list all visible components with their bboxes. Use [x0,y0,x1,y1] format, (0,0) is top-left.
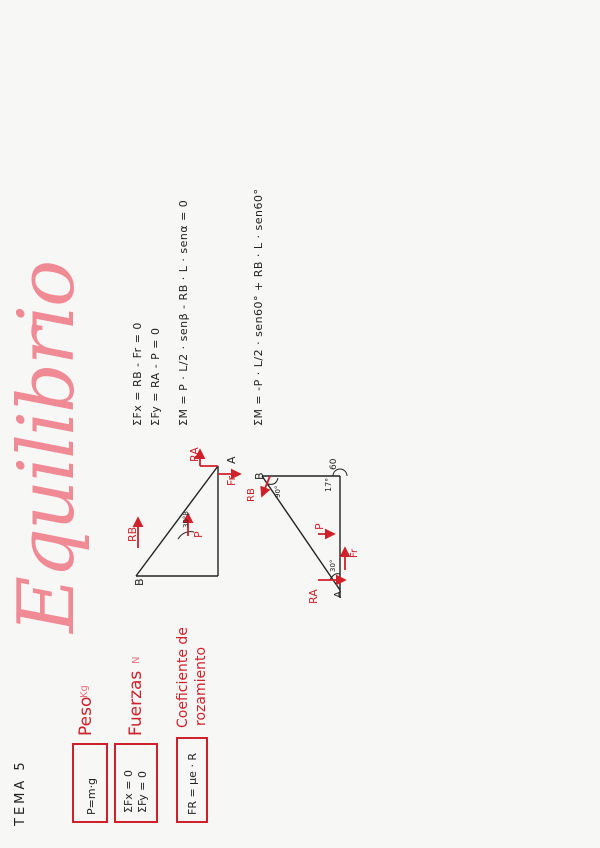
fuerzas-unit: N [131,656,142,664]
diagram2-label-ra: RA [307,589,320,604]
diagram2-angle-90: 90° [274,485,282,498]
diagram1-label-a: A [225,456,238,464]
coeficiente-term: Coeficiente de [175,627,191,728]
moment-equation-1: ΣM = P · L/2 · senβ - RB · L · senα = 0 [177,199,190,426]
diagram1-angle: 30°β [182,511,190,528]
sum-fx-formula: ΣFx = 0 [122,770,135,813]
diagram2-label-fr: Fr [349,548,360,558]
diagram2-angle-60: 60 [329,458,339,470]
peso-formula: P=m·g [85,777,98,815]
rozamiento-term: rozamiento [193,646,209,726]
diagram2-angle-17: 17° [324,477,333,492]
peso-unit: Kg [79,685,90,698]
diagram2-label-b: B [253,472,266,480]
page-title: Equilibrio [2,261,92,633]
moment-equation-2: ΣM = -P · L/2 · sen60° + RB · L · sen60° [252,188,265,426]
diagram2-label-rb: RB [246,488,257,502]
fuerzas-term: Fuerzas [126,670,146,736]
diagram1-label-b: B [133,578,146,586]
diagram1-label-ra: RA [188,447,201,462]
ladder-1 [136,466,218,576]
sum-fy-formula: ΣFy = 0 [136,771,149,813]
diagram1-label-fr: Fr [225,475,238,486]
diagram1-label-rb: RB [126,526,139,542]
diagram2-label-p: P [313,523,326,530]
peso-term: Peso [76,696,96,736]
diagram1-label-p: P [192,531,205,538]
tema-label: TEMA 5 [13,759,28,826]
sum-fy-equation: ΣFy = RA - P = 0 [149,327,162,426]
rozamiento-formula: FR = μe · R [186,752,199,815]
sum-fx-equation: ΣFx = RB - Fr = 0 [131,322,144,426]
diagram2-label-a: A [333,591,344,598]
diagram2-angle-30: 30° [329,559,337,572]
